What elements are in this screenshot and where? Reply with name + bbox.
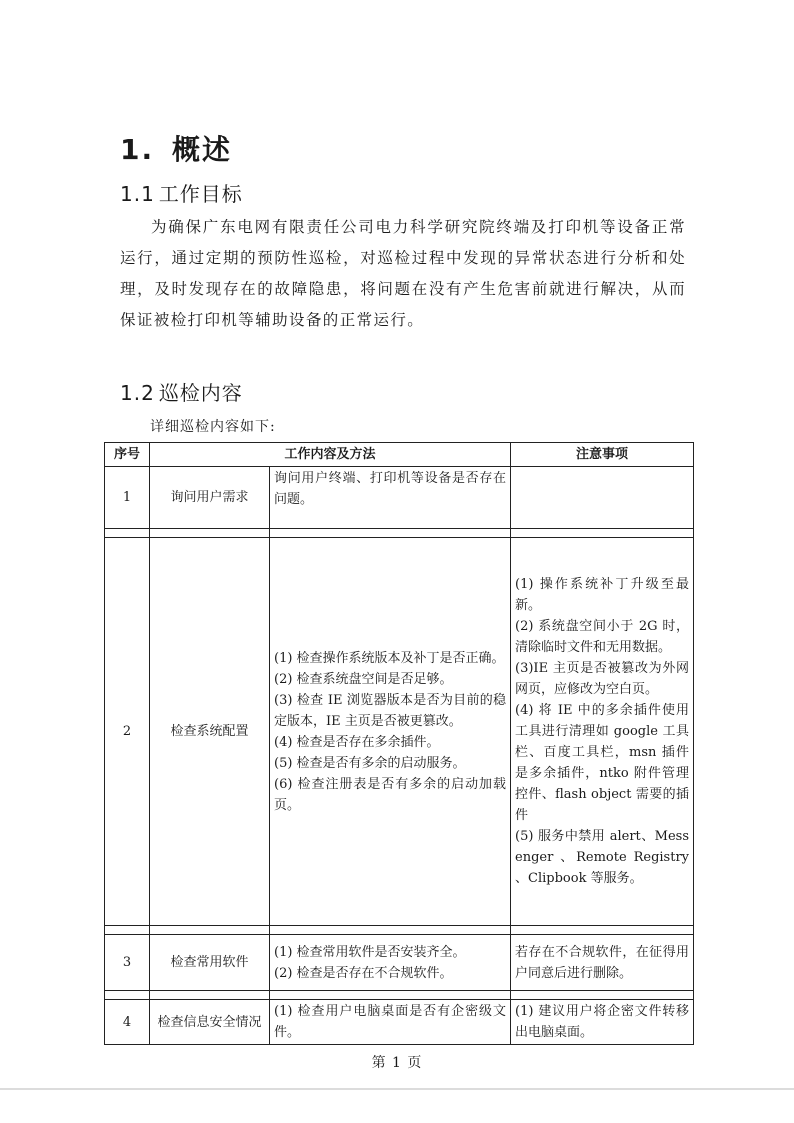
table-header-row	[105, 443, 694, 467]
section-title: 巡检内容	[158, 381, 243, 405]
table-row	[105, 935, 694, 991]
section-title: 工作目标	[158, 182, 243, 206]
goal-paragraph: 为确保广东电网有限责任公司电力科学研究院终端及打印机等设备正常运行，通过定期的预防性巡检，对巡检过程中发现的异常状态进行分析和处理，及时发现存在的故障隐患，将问题在没有产生危害前就进行解决，从而保证被检打印机等辅助设备的正常运行。	[120, 218, 686, 329]
method-line: (5) 检查是否有多余的启动服务。	[274, 755, 466, 771]
inspection-table	[104, 442, 694, 1045]
section-number: 1.1	[120, 182, 155, 206]
row-notes	[511, 538, 694, 926]
header-no: 序号	[105, 443, 150, 467]
row-item: 询问用户需求	[150, 467, 270, 529]
method-line: (4) 检查是否存在多余插件。	[274, 734, 440, 750]
table-row	[105, 538, 694, 926]
note-line: (4) 将 IE 中的多余插件使用工具进行清理如 google 工具栏、百度工具栏，msn 插件是多余插件，ntko 附件管理控件、flash object 需要的插件	[515, 703, 690, 823]
table-gap-row	[105, 926, 694, 935]
row-item: 检查信息安全情况	[150, 1000, 270, 1045]
row-item: 检查常用软件	[150, 935, 270, 991]
row-number: 2	[105, 538, 150, 926]
method-line: (1) 检查用户电脑桌面是否有企密级文件。	[274, 1004, 507, 1040]
table-intro: 详细巡检内容如下:	[150, 419, 276, 435]
table-row	[105, 1000, 694, 1045]
method-line: (1) 检查常用软件是否安装齐全。	[274, 944, 466, 960]
section-heading-goal	[120, 178, 243, 207]
table-gap-row	[105, 529, 694, 538]
note-line: (5) 服务中禁用 alert、Messenger 、Remote Registry 、Clipbook 等服务。	[515, 829, 690, 886]
heading-level-1	[120, 128, 232, 168]
bottom-edge-divider	[0, 1088, 794, 1090]
note-line: 若存在不合规软件，在征得用户同意后进行删除。	[515, 944, 690, 981]
heading-title: 概述	[172, 133, 233, 166]
method-line: 询问用户终端、打印机等设备是否存在问题。	[274, 471, 507, 507]
row-notes	[511, 1000, 694, 1045]
method-line: (1) 检查操作系统版本及补丁是否正确。	[274, 650, 505, 666]
row-method	[270, 467, 511, 529]
section-number: 1.2	[120, 381, 155, 405]
note-line: (1) 操作系统补丁升级至最新。	[515, 577, 690, 613]
method-line: (3) 检查 IE 浏览器版本是否为目前的稳定版本，IE 主页是否被更篡改。	[274, 692, 507, 729]
row-method	[270, 538, 511, 926]
heading-number: 1.	[120, 133, 155, 166]
section-heading-content	[120, 377, 243, 406]
page-number: 第 1 页	[371, 1055, 423, 1071]
note-line: (1) 建议用户将企密文件转移出电脑桌面。	[515, 1004, 690, 1040]
row-method	[270, 935, 511, 991]
method-line: (2) 检查是否存在不合规软件。	[274, 965, 453, 981]
table-gap-row	[105, 991, 694, 1000]
note-line: (2) 系统盘空间小于 2G 时，清除临时文件和无用数据。	[515, 619, 690, 655]
method-line: (2) 检查系统盘空间是否足够。	[274, 671, 453, 687]
row-notes	[511, 467, 694, 529]
table-row	[105, 467, 694, 529]
row-item: 检查系统配置	[150, 538, 270, 926]
method-line: (6) 检查注册表是否有多余的启动加载页。	[274, 776, 507, 813]
row-number: 3	[105, 935, 150, 991]
row-method	[270, 1000, 511, 1045]
row-notes	[511, 935, 694, 991]
row-number: 1	[105, 467, 150, 529]
header-notes: 注意事项	[511, 443, 694, 467]
note-line: (3)IE 主页是否被篡改为外网网页，应修改为空白页。	[515, 661, 690, 697]
header-method: 工作内容及方法	[150, 443, 511, 467]
row-number: 4	[105, 1000, 150, 1045]
